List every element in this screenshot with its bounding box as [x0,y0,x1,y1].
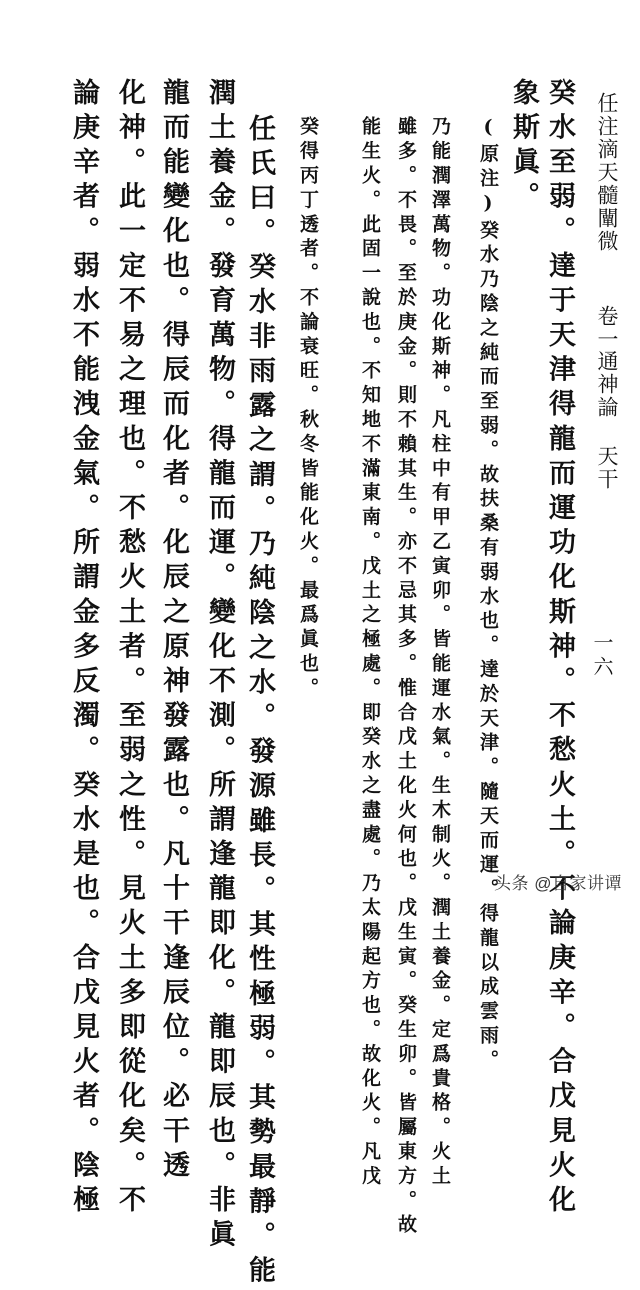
main-text-column-2: 象斯眞。 [508,78,539,217]
commentary-column-3: 雖多。不畏。至於庚金。則不賴其生。亦不忌其多。惟合戊土化火何也。戊生寅。癸生卯。皆屬東方。故 [395,116,417,1239]
ren-text-column-4: 化神。此一定不易之理也。不愁火土者。至弱之性。見火土多即從化矣。不 [114,78,145,1220]
ren-text-column-1: 任氏曰。癸水非雨露之謂。乃純陰之水。發源雖長。其性極弱。其勢最靜。能 [244,114,275,1290]
main-text-column-1: 癸水至弱。達于天津得龍而運功化斯神。不愁火土。不論庚辛。合戊見火化 [544,78,575,1220]
commentary-column-2: 乃能潤澤萬物。功化斯神。凡柱中有甲乙寅卯。皆能運水氣。生木制火。潤土養金。定爲貴格。火土 [429,116,451,1190]
commentary-column-5: 癸得丙丁透者。不論衰旺。秋冬皆能化火。最爲眞也。 [297,116,319,702]
commentary-column-1: (原注)癸水乃陰之純而至弱。故扶桑有弱水也。達於天津。隨天而運。得龍以成雲雨。 [477,116,499,1074]
ren-text-column-5: 論庚辛者。弱水不能洩金氣。所謂金多反濁。癸水是也。合戊見火者。陰極 [68,78,99,1220]
running-header-volume: 卷一 [595,305,619,351]
page-number: 一六 [590,632,614,680]
running-header-title: 任注滴天髓闡微 [595,92,619,253]
ren-text-column-2: 潤土養金。發育萬物。得龍而運。變化不測。所謂逢龍即化。龍即辰也。非眞 [204,78,235,1255]
source-watermark: 头条 @自家讲谭 [494,874,622,893]
running-header-section: 通神論 天干 [595,350,619,491]
commentary-column-4: 能生火。此固一說也。不知地不滿東南。戊土之極處。即癸水之盡處。乃太陽起方也。故化火。凡戊 [359,116,381,1190]
ren-text-column-3: 龍而能變化也。得辰而化者。化辰之原神發露也。凡十干逢辰位。必干透 [158,78,189,1186]
